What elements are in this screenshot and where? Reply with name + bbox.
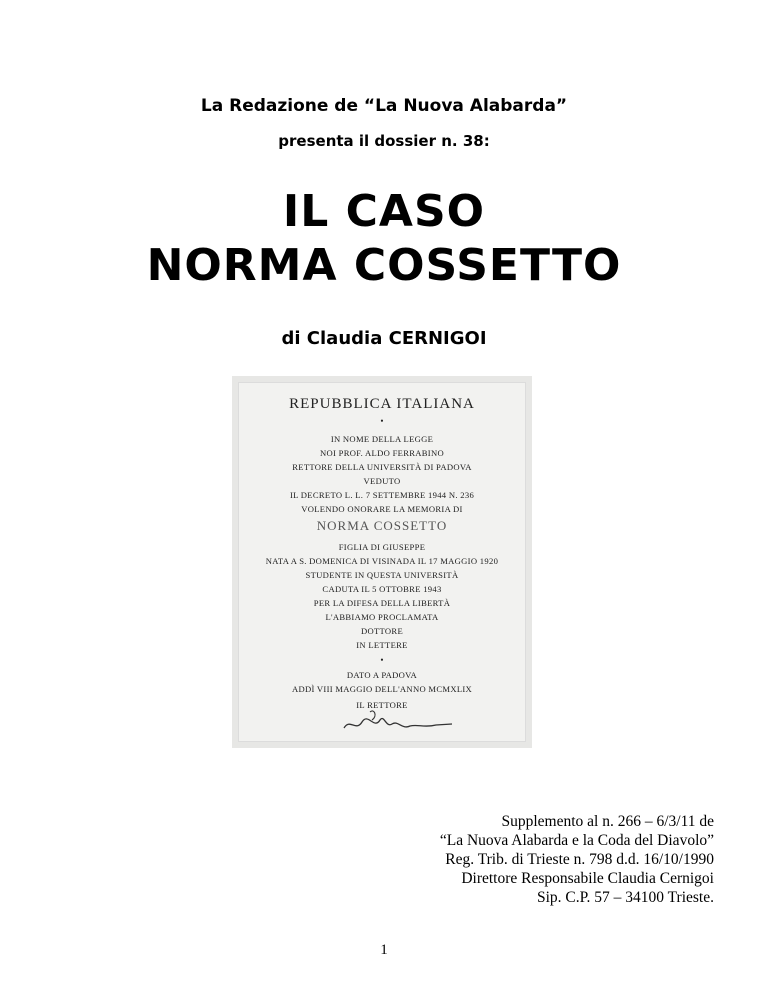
intro-line-2: presenta il dossier n. 38: xyxy=(278,132,490,150)
certificate-separator: • xyxy=(380,416,384,426)
author-line: di Claudia CERNIGOI xyxy=(281,328,487,349)
certificate-line: DOTTORE xyxy=(360,626,404,636)
supplement-block xyxy=(440,812,714,907)
certificate-line: RETTORE DELLA UNIVERSITÀ DI PADOVA xyxy=(292,462,472,472)
certificate-line: IN NOME DELLA LEGGE xyxy=(330,434,434,444)
certificate-line: IL DECRETO L. L. 7 SETTEMBRE 1944 N. 236 xyxy=(289,490,475,500)
supplement-line: “La Nuova Alabarda e la Coda del Diavolo” xyxy=(439,832,714,849)
certificate-line: DATO A PADOVA xyxy=(346,670,418,680)
certificate-line: VEDUTO xyxy=(363,476,401,486)
certificate-line: STUDENTE IN QUESTA UNIVERSITÀ xyxy=(305,570,459,580)
certificate-line: IN LETTERE xyxy=(356,640,408,650)
supplement-line: Reg. Trib. di Trieste n. 798 d.d. 16/10/1990 xyxy=(445,851,714,868)
supplement-line: Sip. C.P. 57 – 34100 Trieste. xyxy=(536,889,714,906)
certificate-image xyxy=(232,376,532,748)
page-number: 1 xyxy=(380,942,388,958)
intro-line-1: La Redazione de “La Nuova Alabarda” xyxy=(200,96,568,116)
certificate-heading: REPUBBLICA ITALIANA xyxy=(289,396,475,412)
certificate-line: CADUTA IL 5 OTTOBRE 1943 xyxy=(322,584,442,594)
supplement-line: Direttore Responsabile Claudia Cernigoi xyxy=(461,870,714,887)
certificate-line: PER LA DIFESA DELLA LIBERTÀ xyxy=(313,598,451,608)
certificate-line: NOI PROF. ALDO FERRABINO xyxy=(320,448,444,458)
certificate-name: NORMA COSSETTO xyxy=(316,518,448,533)
title-line-1: IL CASO xyxy=(282,186,486,237)
title-line-2: NORMA COSSETTO xyxy=(146,240,622,291)
signature-scribble xyxy=(340,706,460,736)
certificate-line: NATA A S. DOMENICA DI VISINADA IL 17 MAGGIO 1920 xyxy=(265,556,499,566)
certificate-line: FIGLIA DI GIUSEPPE xyxy=(338,542,426,552)
certificate-separator: • xyxy=(380,655,384,665)
certificate-line: L'ABBIAMO PROCLAMATA xyxy=(325,612,439,622)
certificate-line: VOLENDO ONORARE LA MEMORIA DI xyxy=(301,504,463,514)
supplement-line: Supplemento al n. 266 – 6/3/11 de xyxy=(501,813,714,830)
certificate-signatory: IL RETTORE xyxy=(356,700,408,710)
certificate-line: ADDÌ VIII MAGGIO DELL'ANNO MCMXLIX xyxy=(291,684,473,694)
